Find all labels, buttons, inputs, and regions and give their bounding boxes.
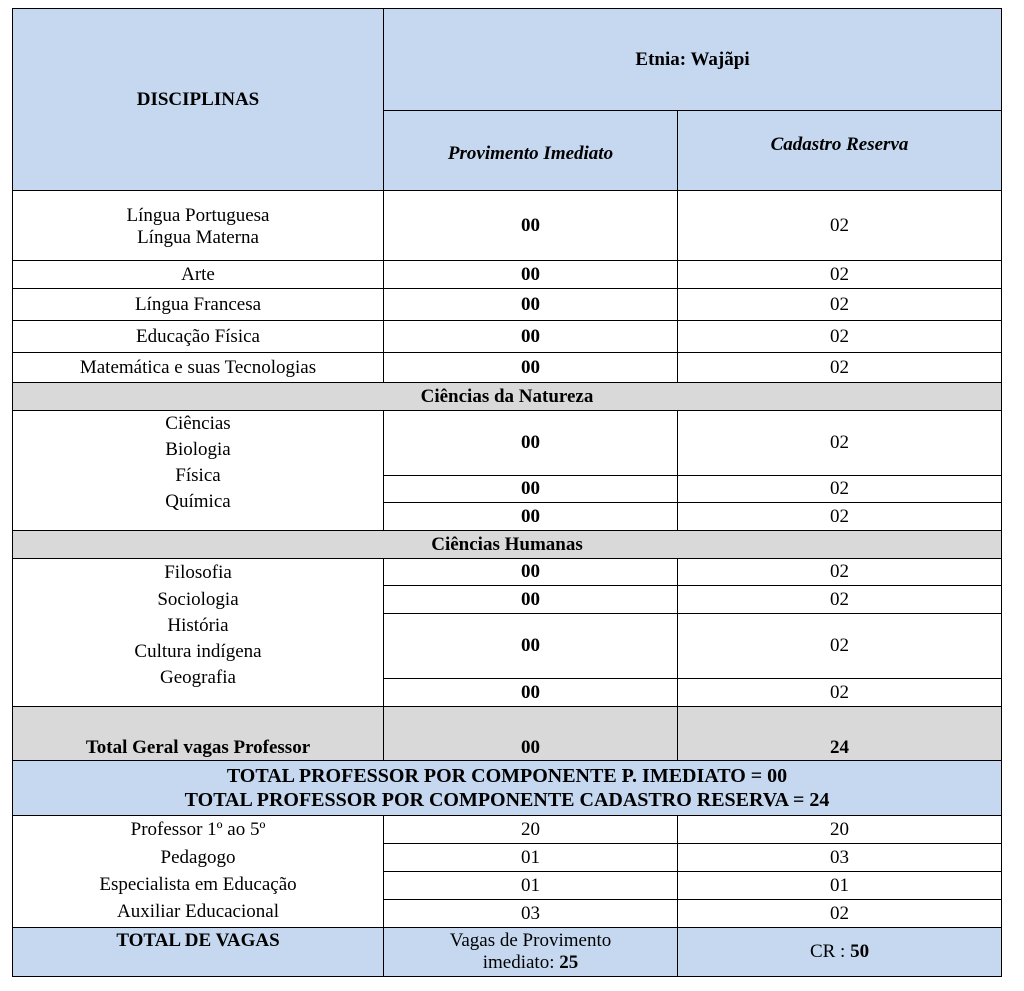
section-ciencias-natureza: Ciências da Natureza bbox=[12, 382, 1002, 411]
total-geral-pi: 00 bbox=[383, 706, 678, 761]
vacancy-table bbox=[12, 8, 1002, 977]
header-disciplinas: DISCIPLINAS bbox=[12, 8, 384, 191]
row-matematica-cr: 02 bbox=[677, 352, 1002, 383]
humanas-row2-cr: 02 bbox=[677, 585, 1002, 614]
row-lingua-francesa-cr: 02 bbox=[677, 288, 1002, 321]
row-arte-pi: 00 bbox=[383, 260, 678, 289]
staff-label: Professor 1º ao 5º Pedagogo Especialista em Educação Auxiliar Educacional bbox=[12, 815, 384, 928]
natureza-row3-pi: 00 bbox=[383, 502, 678, 531]
row-matematica-pi: 00 bbox=[383, 352, 678, 383]
staff-row3-cr: 01 bbox=[677, 871, 1002, 900]
total-geral-label: Total Geral vagas Professor bbox=[12, 706, 384, 761]
humanas-row2-pi: 00 bbox=[383, 585, 678, 614]
header-etnia: Etnia: Wajãpi bbox=[383, 8, 1002, 111]
staff-row2-pi: 01 bbox=[383, 843, 678, 872]
total-por-componente: TOTAL PROFESSOR POR COMPONENTE P. IMEDIATO = 00 TOTAL PROFESSOR POR COMPONENTE CADASTRO RESERVA = 24 bbox=[12, 760, 1002, 816]
staff-row1-pi: 20 bbox=[383, 815, 678, 844]
natureza-row1-pi: 00 bbox=[383, 410, 678, 476]
row-arte-label: Arte bbox=[12, 260, 384, 289]
staff-row4-pi: 03 bbox=[383, 899, 678, 928]
row-lingua-francesa-label: Língua Francesa bbox=[12, 288, 384, 321]
section-ciencias-humanas: Ciências Humanas bbox=[12, 530, 1002, 559]
humanas-row3-cr: 02 bbox=[677, 613, 1002, 679]
staff-row1-cr: 20 bbox=[677, 815, 1002, 844]
humanas-row4-cr: 02 bbox=[677, 678, 1002, 707]
total-geral-cr: 24 bbox=[677, 706, 1002, 761]
humanas-disciplinas-label: Filosofia Sociologia História Cultura indígena Geografia bbox=[12, 558, 384, 707]
staff-row2-cr: 03 bbox=[677, 843, 1002, 872]
row-lingua-portuguesa-label: Língua Portuguesa Língua Materna bbox=[12, 190, 384, 261]
total-de-vagas-cr: CR : 50 bbox=[677, 927, 1002, 977]
natureza-row2-pi: 00 bbox=[383, 475, 678, 503]
row-lingua-portuguesa-pi: 00 bbox=[383, 190, 678, 261]
natureza-row3-cr: 02 bbox=[677, 502, 1002, 531]
humanas-row1-cr: 02 bbox=[677, 558, 1002, 586]
row-matematica-label: Matemática e suas Tecnologias bbox=[12, 352, 384, 383]
humanas-row1-pi: 00 bbox=[383, 558, 678, 586]
staff-row4-cr: 02 bbox=[677, 899, 1002, 928]
humanas-row3-pi: 00 bbox=[383, 613, 678, 679]
row-educacao-fisica-pi: 00 bbox=[383, 320, 678, 353]
row-educacao-fisica-cr: 02 bbox=[677, 320, 1002, 353]
natureza-row2-cr: 02 bbox=[677, 475, 1002, 503]
total-de-vagas-pi: Vagas de Provimento imediato: 25 bbox=[383, 927, 678, 977]
row-lingua-francesa-pi: 00 bbox=[383, 288, 678, 321]
staff-row3-pi: 01 bbox=[383, 871, 678, 900]
row-arte-cr: 02 bbox=[677, 260, 1002, 289]
header-provimento-imediato: Provimento Imediato bbox=[383, 110, 678, 191]
row-lingua-portuguesa-cr: 02 bbox=[677, 190, 1002, 261]
row-educacao-fisica-label: Educação Física bbox=[12, 320, 384, 353]
header-cadastro-reserva: Cadastro Reserva bbox=[677, 110, 1002, 191]
natureza-row1-cr: 02 bbox=[677, 410, 1002, 476]
natureza-disciplinas-label: Ciências Biologia Física Química bbox=[12, 410, 384, 531]
humanas-row4-pi: 00 bbox=[383, 678, 678, 707]
total-de-vagas-label: TOTAL DE VAGAS bbox=[12, 927, 384, 977]
